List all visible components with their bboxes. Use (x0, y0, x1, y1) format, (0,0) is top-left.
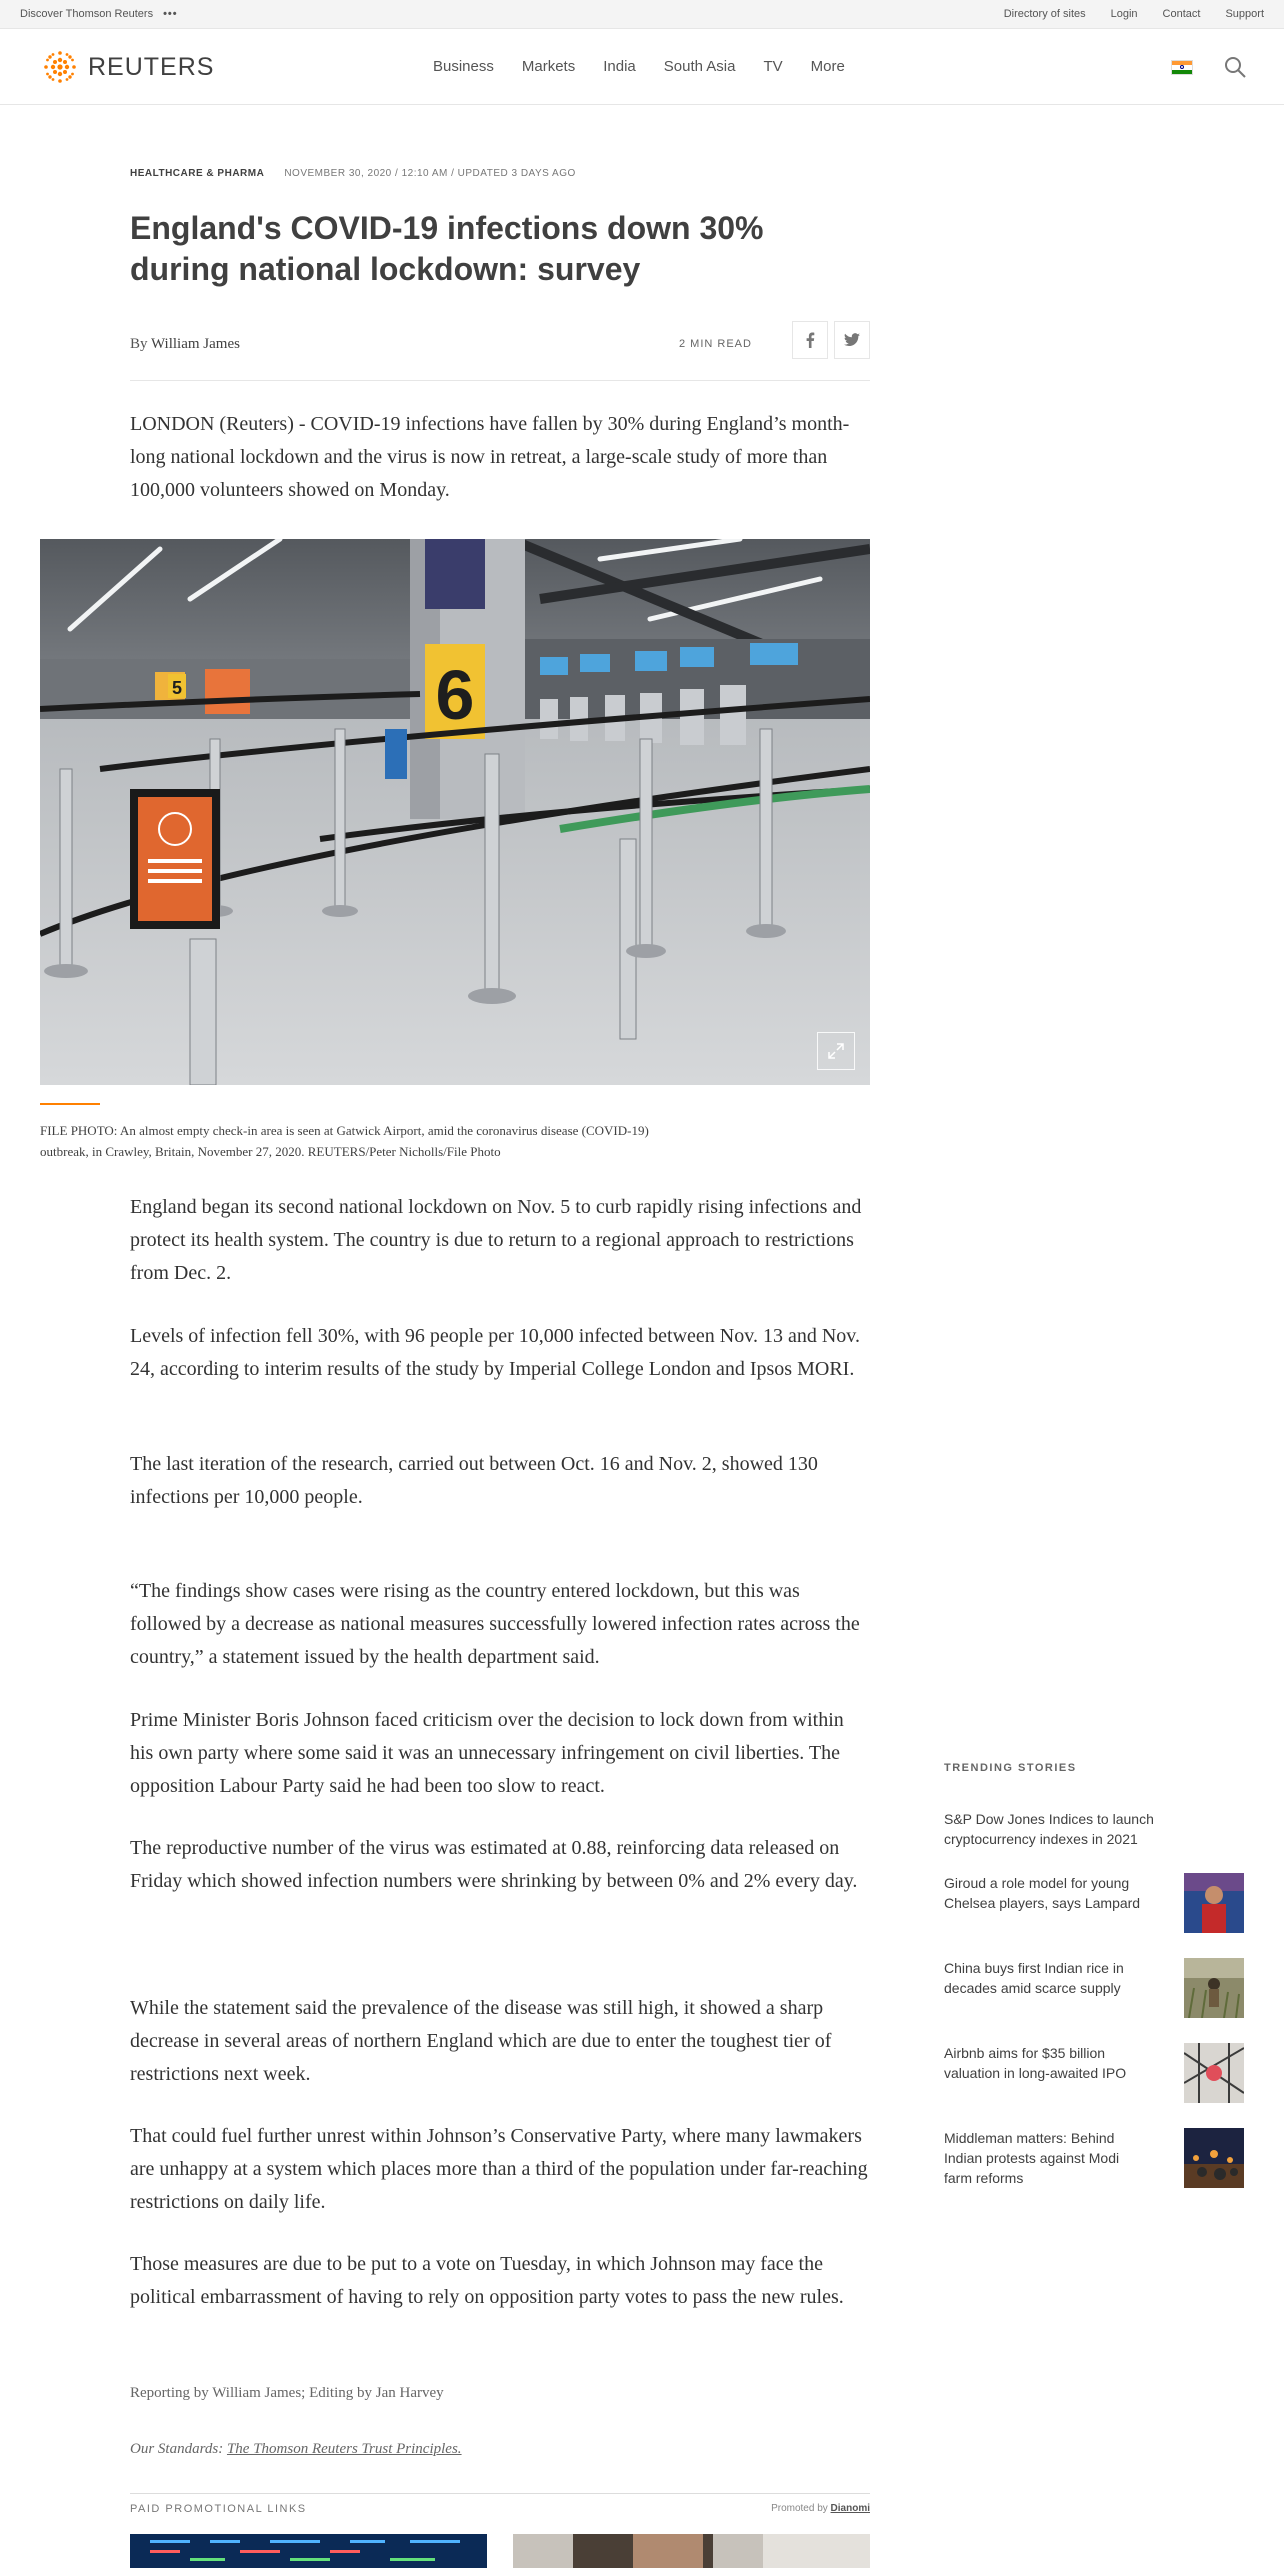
trending-item[interactable] (944, 1873, 1244, 1913)
airbnb-office-image (1184, 2043, 1244, 2103)
trending-item[interactable] (944, 2128, 1244, 2188)
nav-markets[interactable]: Markets (521, 58, 576, 75)
reporting-credit: Reporting by William James; Editing by Jan Harvey (130, 2385, 444, 2401)
promo-image-2[interactable] (513, 2534, 870, 2568)
article-lead: LONDON (Reuters) - COVID-19 infections have fallen by 30% during England’s month-long national lockdown and the virus is now in retreat, a large-scale study of more than 100,000 volunteers showed on Monday. (130, 413, 850, 501)
reuters-wordmark[interactable]: REUTERS (88, 52, 215, 81)
byline (130, 336, 240, 353)
body-paragraph-8: That could fuel further unrest within Johnson’s Conservative Party, where many lawmakers are unhappy at a system which places more than a third of the population under far-reaching restrictions on daily life. (130, 2125, 868, 2213)
body-paragraph-7: While the statement said the prevalence of the disease was still high, it showed a sharp decrease in several areas of northern England which are due to enter the toughest tier of restrictions next week. (130, 1997, 832, 2085)
photo-sign-number: 6 (435, 656, 475, 734)
nav-more[interactable]: More (810, 58, 845, 75)
trending-item[interactable] (944, 2043, 1244, 2083)
body-paragraph-6: The reproductive number of the virus was estimated at 0.88, reinforcing data released on Friday which showed infection numbers were shrinking by between 0% and 2% every day. (130, 1837, 858, 1892)
utility-links (1004, 8, 1264, 20)
trending-item-title[interactable]: China buys first Indian rice in decades amid scarce supply (944, 1960, 1124, 1996)
rice-field-image (1184, 1958, 1244, 2018)
body-paragraph-5: Prime Minister Boris Johnson faced criticism over the decision to lock down from within his own party where some said it was an unnecessary infringement on civil liberties. The opposition Labour Party said he had been too slow to react. (130, 1709, 844, 1797)
trending-stories (944, 1762, 1244, 2186)
trending-thumbnail[interactable] (1184, 1873, 1244, 1933)
contact-link[interactable]: Contact (1162, 8, 1201, 20)
article-kicker (130, 168, 870, 179)
trust-principles-link[interactable]: The Thomson Reuters Trust Principles. (226, 2441, 462, 2457)
trending-item-title[interactable]: Airbnb aims for $35 billion valuation in long-awaited IPO (944, 2045, 1127, 2081)
football-player-image (1184, 1873, 1244, 1933)
article-date: NOVEMBER 30, 2020 / 12:10 AM / UPDATED 3 DAYS AGO (284, 168, 576, 179)
nav-tv[interactable]: TV (763, 58, 783, 75)
body-paragraph-2: Levels of infection fell 30%, with 96 people per 10,000 infected between Nov. 13 and Nov. 24, according to interim results of the study by Imperial College London and Ipsos MORI. (130, 1325, 860, 1380)
paid-links-header (130, 2493, 870, 2513)
trending-item-title[interactable]: Giroud a role model for young Chelsea players, says Lampard (944, 1875, 1141, 1911)
airport-check-in-photo (40, 539, 870, 1085)
utility-bar (0, 0, 1284, 29)
body-paragraph-3: The last iteration of the research, carried out between Oct. 16 and Nov. 2, showed 130 infections per 10,000 people. (130, 1453, 818, 1508)
twitter-icon (844, 333, 860, 347)
twitter-share-button[interactable] (834, 321, 870, 359)
expand-photo-button[interactable] (817, 1032, 855, 1070)
our-standards (130, 2441, 870, 2458)
farm-protest-image (1184, 2128, 1244, 2188)
read-time: 2 MIN READ (679, 338, 752, 350)
facebook-icon (805, 332, 815, 348)
india-flag-icon[interactable] (1171, 60, 1193, 75)
discover-thomson-reuters[interactable] (20, 8, 178, 20)
section-label[interactable]: HEALTHCARE & PHARMA (130, 168, 265, 179)
facebook-share-button[interactable] (792, 321, 828, 359)
author-link[interactable]: William James (151, 336, 240, 352)
stock-board-image (130, 2534, 487, 2568)
search-icon[interactable] (1223, 55, 1247, 79)
standards-label: Our Standards: (130, 2441, 224, 2457)
article-photo[interactable] (40, 539, 870, 1085)
photo-sign-number-5: 5 (171, 678, 183, 698)
main-nav (433, 58, 845, 75)
reuters-logo[interactable] (40, 47, 214, 87)
body-paragraph-9: Those measures are due to be put to a vote on Tuesday, in which Johnson may face the political embarrassment of having to rely on opposition party votes to pass the new rules. (130, 2253, 844, 2308)
promoted-by-label: Promoted by (771, 2503, 828, 2514)
more-dots-icon[interactable]: ••• (163, 8, 178, 20)
article-headline: England's COVID-19 infections down 30% during national lockdown: survey (130, 210, 764, 287)
trending-thumbnail[interactable] (1184, 1958, 1244, 2018)
person-photo-image (513, 2534, 870, 2568)
trending-item-title[interactable]: Middleman matters: Behind Indian protests against Modi farm reforms (944, 2130, 1120, 2186)
trending-item[interactable] (944, 1809, 1244, 1849)
reuters-logo-icon (40, 47, 80, 87)
support-link[interactable]: Support (1225, 8, 1264, 20)
directory-of-sites-link[interactable]: Directory of sites (1003, 8, 1086, 20)
photo-caption: FILE PHOTO: An almost empty check-in area is seen at Gatwick Airport, amid the coronavirus disease (COVID-19) outbreak, in Crawley, Britain, November 27, 2020. REUTERS/Peter Nicholls/File Photo (40, 1123, 649, 1159)
nav-india[interactable]: India (603, 58, 636, 75)
promo-image-1[interactable] (130, 2534, 487, 2568)
nav-business[interactable]: Business (433, 58, 494, 75)
site-header (0, 29, 1284, 105)
trending-thumbnail[interactable] (1184, 2128, 1244, 2188)
paid-links-label: PAID PROMOTIONAL LINKS (130, 2503, 307, 2515)
login-link[interactable]: Login (1110, 8, 1138, 20)
trending-item[interactable] (944, 1958, 1244, 1998)
expand-icon (827, 1042, 845, 1060)
dianomi-link[interactable]: Dianomi (830, 2503, 870, 2514)
byline-row (130, 321, 870, 381)
byline-prefix: By (130, 336, 148, 352)
nav-south-asia[interactable]: South Asia (663, 58, 736, 75)
caption-accent-line (40, 1103, 100, 1105)
trending-thumbnail[interactable] (1184, 2043, 1244, 2103)
trending-item-title[interactable]: S&P Dow Jones Indices to launch cryptocurrency indexes in 2021 (944, 1811, 1154, 1847)
discover-label[interactable]: Discover Thomson Reuters (20, 8, 154, 20)
body-paragraph-4: “The findings show cases were rising as the country entered lockdown, but this was followed by a decrease as national measures successfully lowered infection rates across the country,” a statement issued by the health department said. (130, 1580, 860, 1668)
body-paragraph-1: England began its second national lockdown on Nov. 5 to curb rapidly rising infections and protect its health system. The country is due to return to a regional approach to restrictions from Dec. 2. (130, 1196, 862, 1284)
promoted-by[interactable] (771, 2503, 870, 2514)
trending-title: TRENDING STORIES (944, 1762, 1077, 1774)
